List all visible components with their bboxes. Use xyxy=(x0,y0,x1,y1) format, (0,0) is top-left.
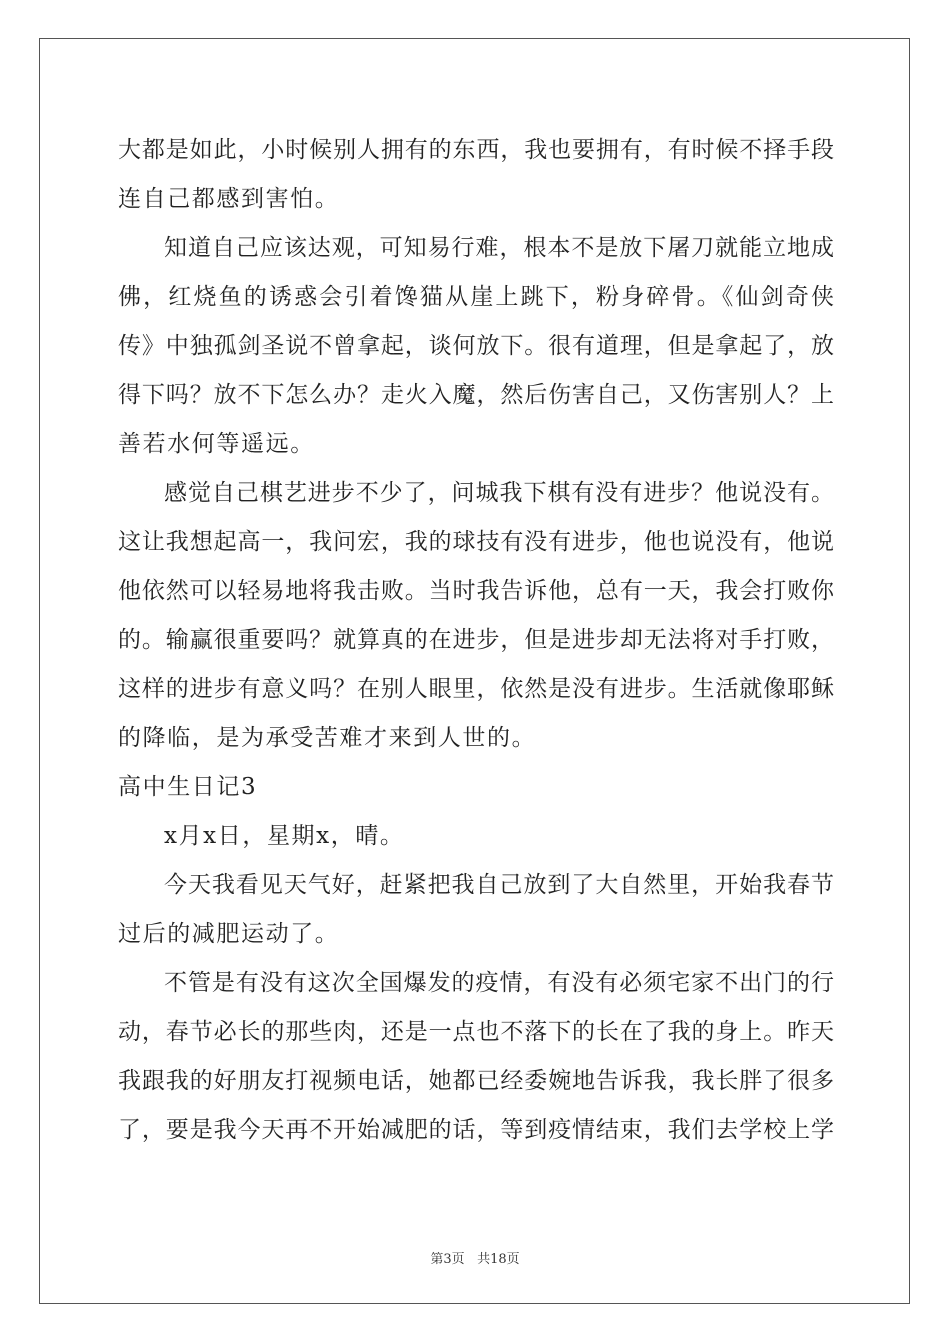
document-body xyxy=(118,126,834,1155)
text-line: 这样的进步有意义吗？在别人眼里，依然是没有进步。生活就像耶稣 xyxy=(118,676,834,702)
text-line: 这让我想起高一，我问宏，我的球技有没有进步，他也说没有，他说 xyxy=(118,529,834,555)
text-line: 不管是有没有这次全国爆发的疫情，有没有必须宅家不出门的行 xyxy=(164,970,834,996)
text-line: 知道自己应该达观，可知易行难，根本不是放下屠刀就能立地成 xyxy=(164,235,834,261)
text-line: 的降临，是为承受苦难才来到人世的。 xyxy=(118,725,537,751)
text-line: 连自己都感到害怕。 xyxy=(118,186,340,212)
text-line: 善若水何等遥远。 xyxy=(118,431,315,457)
page-footer xyxy=(0,1248,950,1267)
text-line: 动，春节必长的那些肉，还是一点也不落下的长在了我的身上。昨天 xyxy=(118,1019,834,1045)
section-heading: 高中生日记3 xyxy=(118,774,258,800)
text-line: 的。输赢很重要吗？就算真的在进步，但是进步却无法将对手打败， xyxy=(118,627,834,653)
text-line: 了，要是我今天再不开始减肥的话，等到疫情结束，我们去学校上学 xyxy=(118,1117,834,1143)
text-line: 他依然可以轻易地将我击败。当时我告诉他，总有一天，我会打败你 xyxy=(118,578,834,604)
diary-date: x月x日，星期x，晴。 xyxy=(164,823,405,849)
page-number: 第3页 xyxy=(430,1252,465,1267)
text-line: 感觉自己棋艺进步不少了，问城我下棋有没有进步？他说没有。 xyxy=(164,480,834,506)
text-line: 我跟我的好朋友打视频电话，她都已经委婉地告诉我，我长胖了很多 xyxy=(118,1068,834,1094)
text-line: 传》中独孤剑圣说不曾拿起，谈何放下。很有道理，但是拿起了，放 xyxy=(118,333,834,359)
text-line: 今天我看见天气好，赶紧把我自己放到了大自然里，开始我春节 xyxy=(164,872,834,898)
text-line: 过后的减肥运动了。 xyxy=(118,921,340,947)
text-line: 大都是如此，小时候别人拥有的东西，我也要拥有，有时候不择手段 xyxy=(118,137,834,163)
text-line: 得下吗？放不下怎么办？走火入魔，然后伤害自己，又伤害别人？上 xyxy=(118,382,834,408)
text-line: 佛，红烧鱼的诱惑会引着馋猫从崖上跳下，粉身碎骨。《仙剑奇侠 xyxy=(118,284,834,310)
page-total: 共18页 xyxy=(477,1252,520,1267)
